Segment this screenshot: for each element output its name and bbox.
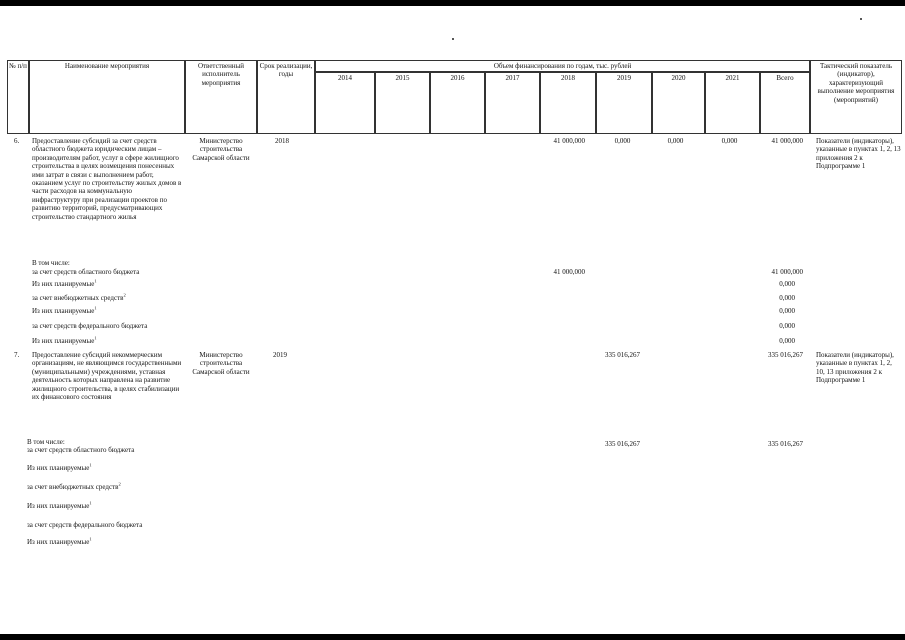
row-indicator: Показатели (индикаторы), указанные в пунктах 1, 2, 10, 13 приложения 2 к Подпрограмме 1: [816, 351, 894, 385]
top-scan-border: [0, 0, 905, 6]
sub-total: 335 016,267: [768, 440, 803, 448]
row-value-2021: 0,000: [721, 137, 738, 145]
header-indicator: [810, 60, 902, 134]
sub-total: 0,000: [779, 294, 795, 302]
header-year-cell: 2018: [540, 72, 596, 134]
sub-total: 0,000: [779, 322, 795, 330]
header-term: [257, 60, 315, 134]
sub-value-2019: 335 016,267: [605, 440, 640, 448]
sub-label: [27, 446, 134, 454]
sub-label-text: за счет внебюджетных средств: [27, 483, 119, 491]
header-executor: [185, 60, 257, 134]
row-num: 6.: [14, 137, 20, 145]
bottom-scan-border: [0, 634, 905, 640]
row-term: 2018: [275, 137, 289, 145]
sub-total: 0,000: [779, 280, 795, 288]
header-funding: [315, 60, 810, 72]
row-value-2018: 41 000,000: [553, 137, 585, 145]
sub-label-text: Из них планируемые: [27, 464, 90, 472]
row-term: 2019: [273, 351, 287, 359]
sub-label-text: за счет средств федерального бюджета: [27, 521, 143, 529]
sub-label: [32, 268, 139, 276]
header-num-text: № п/п: [9, 62, 27, 70]
sub-label-text: за счет средств федерального бюджета: [32, 322, 148, 330]
sub-label-text: Из них планируемые: [32, 337, 95, 345]
footnote-mark: 1: [89, 500, 92, 506]
sub-label-text: Из них планируемые: [27, 502, 90, 510]
header-num: [7, 60, 29, 134]
sub-label: [27, 538, 92, 546]
sub-label: [27, 521, 142, 529]
sub-label: [27, 483, 121, 491]
row-num: 7.: [14, 351, 20, 359]
header-year-cell: 2020: [652, 72, 705, 134]
sub-label: [27, 502, 92, 510]
sub-label-text: Из них планируемые: [32, 280, 95, 288]
sub-label-text: Из них планируемые: [32, 307, 95, 315]
row-name: Предоставление субсидий за счет средств областного бюджета юридическим лицам – производителям работ, услуг в сфере жилищного строительства в целях возмещения понесенных ими затрат в связи с выполнением работ, оказанием услуг по строительству жилых домов в части расходов на коммунальную инфраструктуру при реализации проектов по развитию территорий, предусматривающих строительство стандартного жилья: [32, 137, 182, 221]
header-funding-text: Объем финансирования по годам, тыс. рублей: [493, 62, 632, 70]
header-executor-text: Ответственный исполнитель мероприятия: [197, 62, 245, 87]
sub-label: [32, 280, 97, 288]
footnote-mark: 1: [94, 335, 97, 341]
sub-total: 41 000,000: [771, 268, 803, 276]
sub-label-text: Из них планируемые: [27, 538, 90, 546]
sub-total: 0,000: [779, 337, 795, 345]
row-executor: Министерство строительства Самарской области: [192, 351, 250, 376]
sub-label: [32, 322, 147, 330]
row-value-2019: 0,000: [614, 137, 631, 145]
header-indicator-text: Тактический показатель (индикатор), характеризующий выполнение мероприятия (мероприятий): [817, 62, 895, 104]
sub-label-text: за счет средств областного бюджета: [32, 268, 140, 276]
footnote-mark: 1: [94, 278, 97, 284]
row-total: 41 000,000: [771, 137, 803, 145]
row-value-2020: 0,000: [667, 137, 684, 145]
header-name: [29, 60, 185, 134]
footnote-mark: 1: [89, 462, 92, 468]
row-indicator: Показатели (индикаторы), указанные в пунктах 1, 2, 13 приложения 2 к Подпрограмме 1: [816, 137, 901, 171]
header-year-cell: 2019: [596, 72, 652, 134]
header-year-cell: Всего: [760, 72, 810, 134]
sub-label-text: за счет внебюджетных средств: [32, 294, 124, 302]
row-incl: В том числе:: [32, 259, 70, 267]
row-name: Предоставление субсидий некоммерческим организациям, не являющимся государственными (муниципальными) учреждениями, уставная деятельность которых направлена на развитие жилищного строительства, в целях стабилизации их финансового состояния: [32, 351, 182, 401]
header-name-text: Наименование мероприятия: [64, 62, 150, 70]
header-year-cell: 2016: [430, 72, 485, 134]
sub-label: [27, 464, 92, 472]
row-total: 335 016,267: [768, 351, 803, 359]
header-term-text: Срок реализации, годы: [259, 62, 313, 79]
header-year-cell: 2014: [315, 72, 375, 134]
sub-label-text: за счет средств областного бюджета: [27, 446, 135, 454]
header-year-cell: 2021: [705, 72, 760, 134]
footnote-mark: 2: [118, 481, 121, 487]
footnote-mark: 2: [123, 292, 126, 298]
footnote-mark: 1: [89, 536, 92, 542]
sub-label: [32, 337, 97, 345]
row-incl: В том числе:: [27, 438, 65, 446]
sub-label: [32, 294, 126, 302]
sub-value-2018: 41 000,000: [553, 268, 585, 276]
row-executor: Министерство строительства Самарской области: [192, 137, 250, 162]
scan-speck: [860, 18, 862, 20]
footnote-mark: 1: [94, 305, 97, 311]
sub-label: [32, 307, 97, 315]
header-year-cell: 2015: [375, 72, 430, 134]
row-value-2019: 335 016,267: [605, 351, 640, 359]
sub-total: 0,000: [779, 307, 795, 315]
scan-speck: [452, 38, 454, 40]
header-year-cell: 2017: [485, 72, 540, 134]
